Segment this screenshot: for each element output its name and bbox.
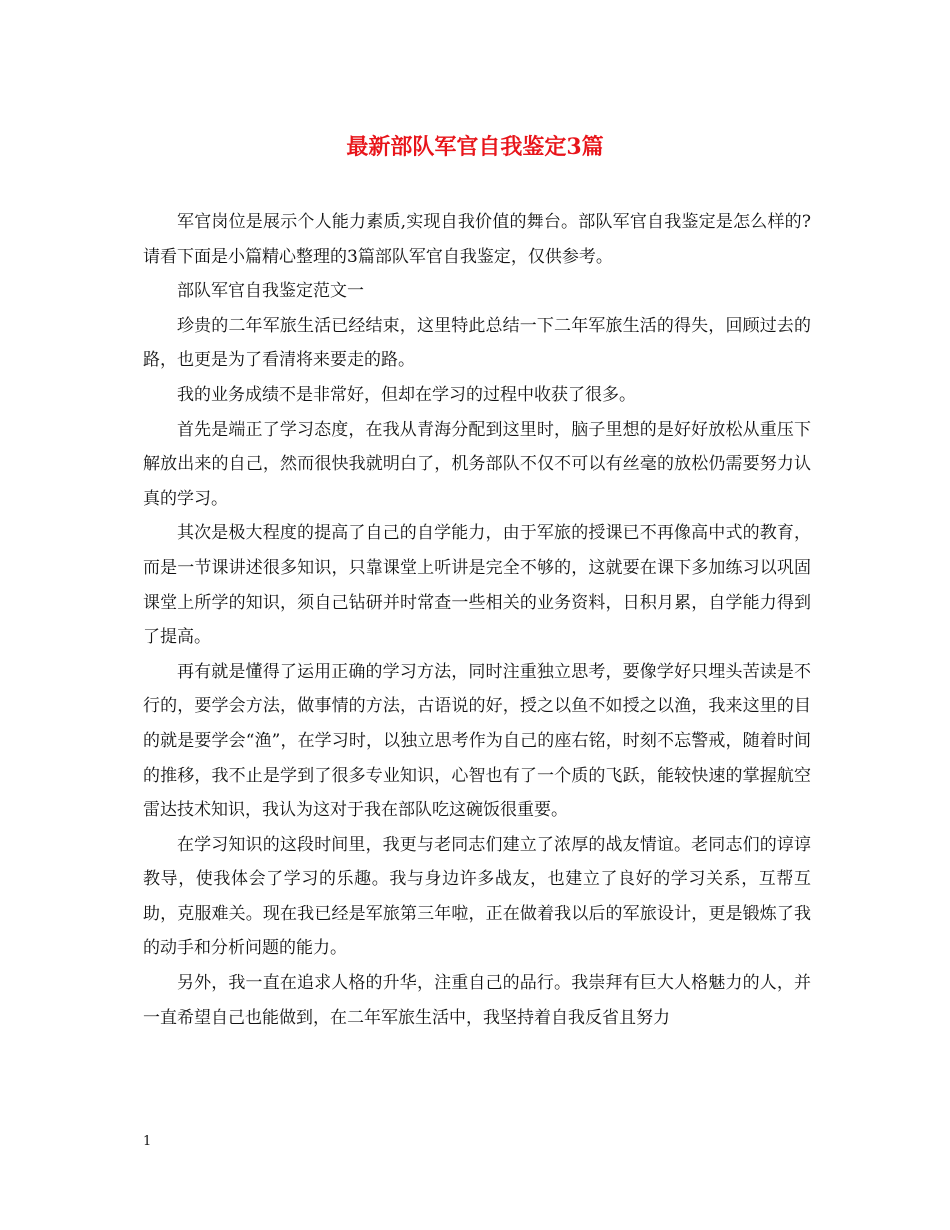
paragraph: 珍贵的二年军旅生活已经结束，这里特此总结一下二年军旅生活的得失，回顾过去的路，也更是为了看清将来要走的路。 bbox=[143, 315, 811, 371]
paragraph: 在学习知识的这段时间里，我更与老同志们建立了浓厚的战友情谊。老同志们的谆谆教导，使我体会了学习的乐趣。我与身边许多战友，也建立了良好的学习关系，互帮互助，克服难关。现在我已经是军旅第三年啦，正在做着我以后的军旅设计，更是锻炼了我的动手和分析问题的能力。 bbox=[143, 834, 811, 959]
paragraph-intro: 军官岗位是展示个人能力素质,实现自我价值的舞台。部队军官自我鉴定是怎么样的?请看下面是小篇精心整理的3篇部队军官自我鉴定，仅供参考。 bbox=[143, 212, 811, 267]
page-number: 1 bbox=[143, 1134, 152, 1149]
paragraph: 首先是端正了学习态度，在我从青海分配到这里时，脑子里想的是好好放松从重压下解放出来的自己，然而很快我就明白了，机务部队不仅不可以有丝毫的放松仍需要努力认真的学习。 bbox=[143, 419, 811, 509]
paragraph: 另外，我一直在追求人格的升华，注重自己的品行。我崇拜有巨大人格魅力的人，并一直希望自己也能做到，在二年军旅生活中，我坚持着自我反省且努力 bbox=[143, 973, 811, 1028]
document-body bbox=[143, 205, 811, 1035]
document-title: 最新部队军官自我鉴定3篇 bbox=[346, 134, 604, 160]
paragraph: 再有就是懂得了运用正确的学习方法，同时注重独立思考，要像学好只埋头苦读是不行的，要学会方法，做事情的方法，古语说的好，授之以鱼不如授之以渔，我来这里的目的就是要学会“渔”，在学习时，以独立思考作为自己的座右铭，时刻不忘警戒，随着时间的推移，我不止是学到了很多专业知识，心智也有了一个质的飞跃，能较快速的掌握航空雷达技术知识，我认为这对于我在部队吃这碗饭很重要。 bbox=[143, 661, 811, 821]
section-heading: 部队军官自我鉴定范文一 bbox=[177, 281, 364, 302]
paragraph: 我的业务成绩不是非常好，但却在学习的过程中收获了很多。 bbox=[177, 384, 636, 405]
paragraph: 其次是极大程度的提高了自己的自学能力，由于军旅的授课已不再像高中式的教育，而是一节课讲述很多知识，只靠课堂上听讲是完全不够的，这就要在课下多加练习以巩固课堂上所学的知识，须自己钻研并时常查一些相关的业务资料，日积月累，自学能力得到了提高。 bbox=[143, 523, 811, 648]
